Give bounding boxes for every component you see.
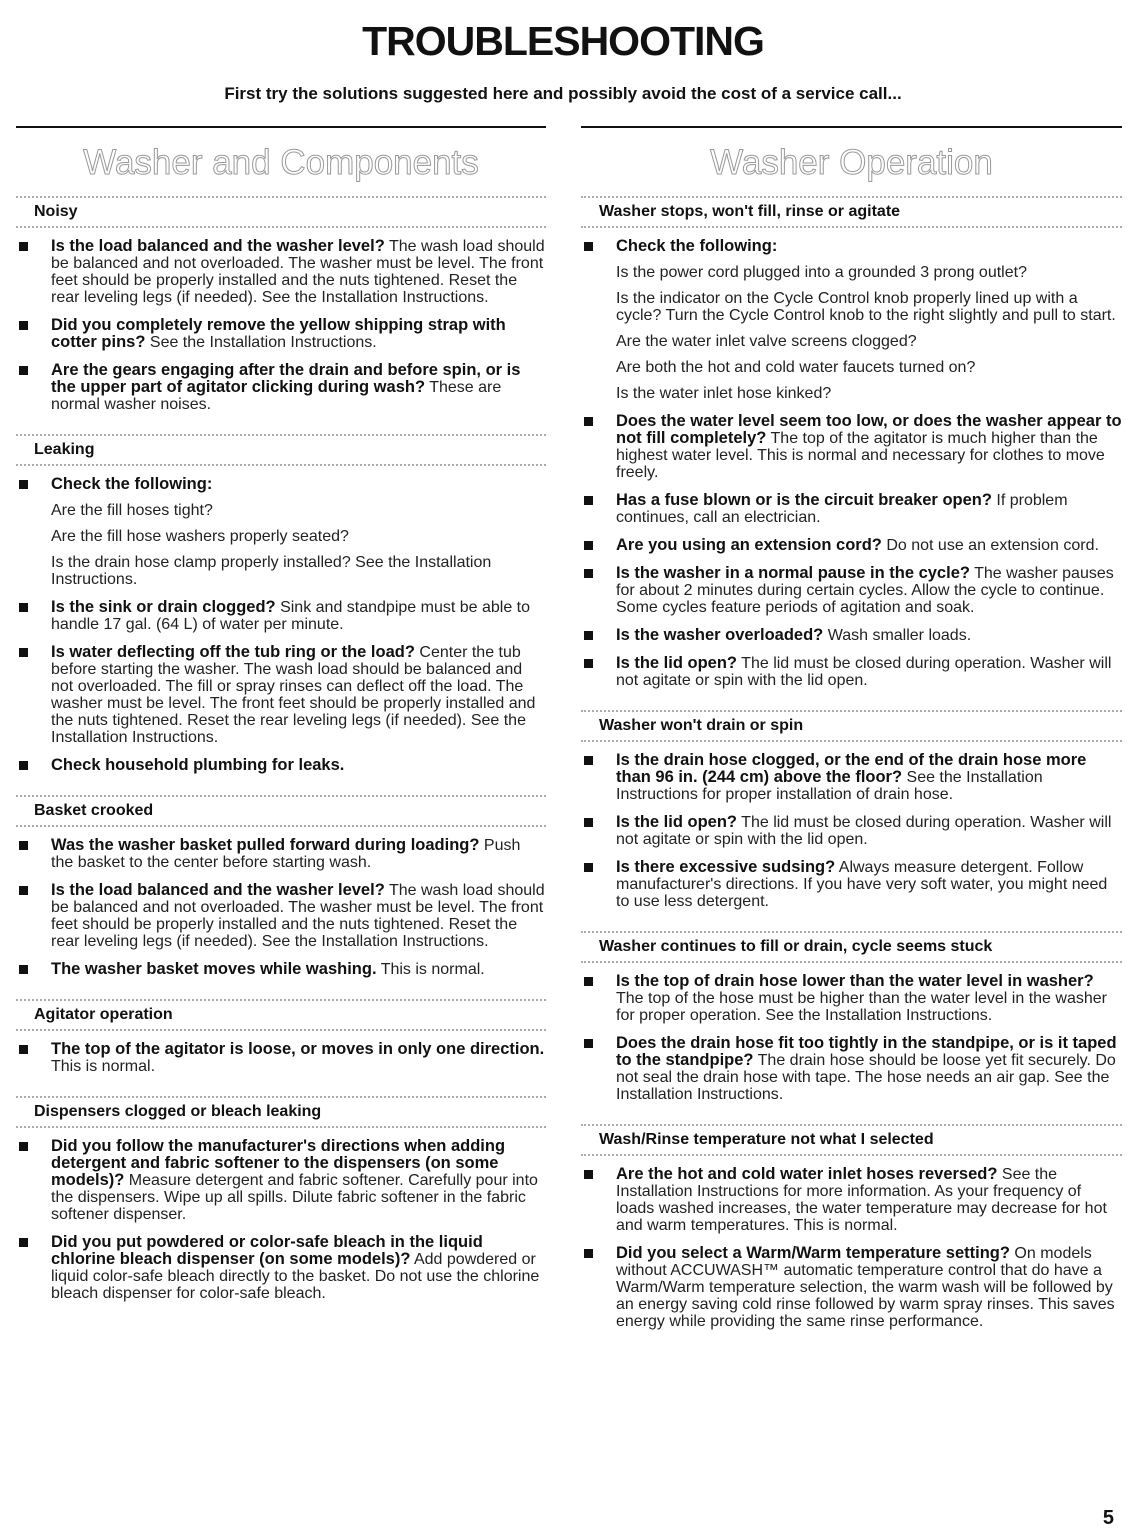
bullet-square-icon xyxy=(584,1039,593,1048)
solution-list xyxy=(16,228,546,430)
solution-item xyxy=(16,599,546,633)
solution-answer: The lid must be closed during operation. Washer will not agitate or spin with the lid open. xyxy=(616,814,1112,848)
solution-item xyxy=(16,1234,546,1302)
solution-answer: Sink and standpipe must be able to handle 17 gal. (64 L) of water per minute. xyxy=(51,599,531,633)
solution-question: Is there excessive sudsing? xyxy=(616,858,836,876)
solution-question: The top of the agitator is loose, or moves in only one direction. xyxy=(51,1040,545,1058)
solution-question: Check household plumbing for leaks. xyxy=(51,756,345,774)
solution-item xyxy=(16,317,546,351)
section-banner: Washer and Components xyxy=(83,143,479,182)
bullet-square-icon xyxy=(19,761,28,770)
solution-question: Does the water level seem too low, or does the washer appear to not fill completely? xyxy=(616,412,1122,447)
solution-item xyxy=(581,238,1122,402)
solution-list xyxy=(16,827,546,995)
solution-answer: Add powdered or liquid color-safe bleach directly to the basket. Do not use the chlorine bleach dispenser for color-safe bleach. xyxy=(51,1251,540,1302)
check-line: Are the fill hose washers properly seated? xyxy=(51,528,349,545)
bullet-square-icon xyxy=(584,818,593,827)
divider-rule xyxy=(581,126,1122,128)
problem-heading: Leaking xyxy=(16,434,546,466)
bullet-square-icon xyxy=(584,496,593,505)
solution-question: Are the gears engaging after the drain and before spin, or is the upper part of agitator clicking during wash? xyxy=(51,361,521,396)
bullet-square-icon xyxy=(584,756,593,765)
solution-item xyxy=(581,1035,1122,1103)
solution-list xyxy=(16,1031,546,1092)
problem-heading: Noisy xyxy=(16,196,546,228)
solution-answer: This is normal. xyxy=(380,961,485,978)
solution-question: Is the lid open? xyxy=(616,813,738,831)
solution-item xyxy=(581,973,1122,1024)
check-line: Is the drain hose clamp properly installed? See the Installation Instructions. xyxy=(51,554,492,588)
problem-heading: Washer continues to fill or drain, cycle seems stuck xyxy=(581,931,1122,963)
solution-item xyxy=(16,362,546,413)
solution-question: The washer basket moves while washing. xyxy=(51,960,377,978)
solution-answer: Always measure detergent. Follow manufacturer's directions. If you have very soft water, you might need to use less detergent. xyxy=(616,859,1108,910)
solution-question: Has a fuse blown or is the circuit breaker open? xyxy=(616,491,992,509)
solution-answer: These are normal washer noises. xyxy=(51,379,502,413)
bullet-square-icon xyxy=(584,977,593,986)
bullet-square-icon xyxy=(584,242,593,251)
bullet-square-icon xyxy=(19,965,28,974)
problem-heading: Washer stops, won't fill, rinse or agitate xyxy=(581,196,1122,228)
solution-question: Is the washer overloaded? xyxy=(616,626,824,644)
solution-answer: Center the tub before starting the washer. The wash load should be balanced and not overloaded. The fill or spray rinses can deflect off the load. The washer must be level. The front feet should be properly installed and the nuts tightened. Reset the rear leveling legs (if needed). See the Installation Instructions. xyxy=(51,644,536,746)
solution-answer: Push the basket to the center before starting wash. xyxy=(51,837,521,871)
bullet-square-icon xyxy=(19,1045,28,1054)
solution-question: Check the following: xyxy=(616,237,778,255)
solution-answer: Measure detergent and fabric softener. Carefully pour into the dispensers. Wipe up all spills. Dilute fabric softener in the fabric softener dispenser. xyxy=(51,1172,538,1223)
solution-question: Are the hot and cold water inlet hoses reversed? xyxy=(616,1165,998,1183)
solution-item xyxy=(16,961,546,978)
solution-question: Is the load balanced and the washer level? xyxy=(51,237,385,255)
bullet-square-icon xyxy=(584,541,593,550)
bullet-square-icon xyxy=(584,417,593,426)
solution-question: Is the sink or drain clogged? xyxy=(51,598,276,616)
solution-item xyxy=(581,814,1122,848)
solution-question: Is the drain hose clogged, or the end of the drain hose more than 96 in. (244 cm) above the floor? xyxy=(616,751,1087,786)
solution-answer: See the Installation Instructions for proper installation of drain hose. xyxy=(616,769,1043,803)
solution-list xyxy=(581,228,1122,706)
solution-item xyxy=(16,882,546,950)
solution-list xyxy=(581,742,1122,927)
solution-answer: See the Installation Instructions. xyxy=(149,334,377,351)
solution-question: Did you select a Warm/Warm temperature setting? xyxy=(616,1244,1010,1262)
solution-list xyxy=(581,963,1122,1120)
solution-question: Is the load balanced and the washer level? xyxy=(51,881,385,899)
solution-item xyxy=(16,837,546,871)
solution-answer: The drain hose should be loose yet fit securely. Do not seal the drain hose with tape. The hose needs an air gap. See the Installation Instructions. xyxy=(616,1052,1116,1103)
check-line: Are the water inlet valve screens clogged? xyxy=(616,333,917,350)
bullet-square-icon xyxy=(584,569,593,578)
bullet-square-icon xyxy=(19,480,28,489)
solution-item xyxy=(581,565,1122,616)
problem-heading: Basket crooked xyxy=(16,795,546,827)
solution-answer: On models without ACCUWASH™ automatic temperature control that do have a Warm/Warm temperature selection, the warm wash will be followed by an energy saving cold rinse followed by warm spray rinses. This saves energy while providing the same rinse performance. xyxy=(616,1245,1115,1330)
solution-answer: See the Installation Instructions for more information. As your frequency of loads washed increases, the water temperature may decrease for hot and warm temperatures. This is normal. xyxy=(616,1166,1107,1234)
bullet-square-icon xyxy=(19,841,28,850)
bullet-square-icon xyxy=(584,631,593,640)
page-title: TROUBLESHOOTING xyxy=(362,18,764,64)
solution-answer: Do not use an extension cord. xyxy=(886,537,1099,554)
solution-list xyxy=(16,466,546,791)
solution-question: Does the drain hose fit too tightly in the standpipe, or is it taped to the standpipe? xyxy=(616,1034,1117,1069)
solution-answer: The top of the hose must be higher than the water level in the washer for proper operation. See the Installation Instructions. xyxy=(616,990,1107,1024)
solution-answer: The wash load should be balanced and not overloaded. The washer must be level. The front feet should be properly installed and the nuts tightened. Reset the rear leveling legs (if needed). See the Installation Instructions. xyxy=(51,238,545,306)
solution-item xyxy=(16,644,546,746)
check-line: Are the fill hoses tight? xyxy=(51,502,213,519)
solution-item xyxy=(581,537,1122,554)
solution-question: Check the following: xyxy=(51,475,213,493)
solution-item xyxy=(16,1138,546,1223)
solution-answer: Wash smaller loads. xyxy=(827,627,972,644)
problem-heading: Dispensers clogged or bleach leaking xyxy=(16,1096,546,1128)
check-line: Is the indicator on the Cycle Control knob properly lined up with a cycle? Turn the Cycle Control knob to the right slightly and pull to start. xyxy=(616,290,1116,324)
bullet-square-icon xyxy=(584,863,593,872)
solution-item xyxy=(16,476,546,588)
bullet-square-icon xyxy=(19,1142,28,1151)
problem-heading: Washer won't drain or spin xyxy=(581,710,1122,742)
solution-item xyxy=(581,752,1122,803)
bullet-square-icon xyxy=(19,366,28,375)
solution-answer: The top of the agitator is much higher than the highest water level. This is normal and necessary for clothes to move freely. xyxy=(616,430,1105,481)
problem-heading: Agitator operation xyxy=(16,999,546,1031)
solution-item xyxy=(581,859,1122,910)
solution-item xyxy=(581,1245,1122,1330)
bullet-square-icon xyxy=(19,1238,28,1247)
page-subtitle: First try the solutions suggested here and possibly avoid the cost of a service call... xyxy=(224,84,902,103)
solution-answer: The wash load should be balanced and not overloaded. The washer must be level. The front feet should be properly installed and the nuts tightened. Reset the rear leveling legs (if needed). See the Installation Instructions. xyxy=(51,882,545,950)
check-line: Are both the hot and cold water faucets turned on? xyxy=(616,359,976,376)
bullet-square-icon xyxy=(19,603,28,612)
bullet-square-icon xyxy=(584,659,593,668)
bullet-square-icon xyxy=(19,242,28,251)
page-number: 5 xyxy=(1102,1507,1114,1529)
solution-item xyxy=(581,413,1122,481)
bullet-square-icon xyxy=(584,1249,593,1258)
problem-heading: Wash/Rinse temperature not what I selected xyxy=(581,1124,1122,1156)
solution-list xyxy=(16,1128,546,1319)
column-washer-components xyxy=(16,126,546,1319)
divider-rule xyxy=(16,126,546,128)
solution-answer: This is normal. xyxy=(51,1058,156,1075)
solution-question: Did you completely remove the yellow shipping strap with cotter pins? xyxy=(51,316,506,351)
solution-item xyxy=(581,492,1122,526)
solution-item xyxy=(16,238,546,306)
solution-question: Is the washer in a normal pause in the cycle? xyxy=(616,564,970,582)
solution-question: Is the top of drain hose lower than the water level in washer? xyxy=(616,972,1094,990)
solution-item xyxy=(581,627,1122,644)
check-line: Is the power cord plugged into a grounded 3 prong outlet? xyxy=(616,264,1027,281)
solution-answer: If problem continues, call an electrician. xyxy=(616,492,1068,526)
bullet-square-icon xyxy=(19,648,28,657)
solution-item xyxy=(16,757,546,774)
solution-question: Did you follow the manufacturer's directions when adding detergent and fabric softener to the dispensers (on some models)? xyxy=(51,1137,506,1189)
section-banner: Washer Operation xyxy=(710,143,993,182)
column-washer-operation xyxy=(581,126,1122,1347)
solution-answer: The lid must be closed during operation. Washer will not agitate or spin with the lid open. xyxy=(616,655,1112,689)
bullet-square-icon xyxy=(19,886,28,895)
solution-question: Did you put powdered or color-safe bleach in the liquid chlorine bleach dispenser (on some models)? xyxy=(51,1233,483,1268)
solution-question: Is the lid open? xyxy=(616,654,738,672)
solution-question: Are you using an extension cord? xyxy=(616,536,882,554)
solution-answer: The washer pauses for about 2 minutes during certain cycles. Allow the cycle to continue. Some cycles feature periods of agitation and soak. xyxy=(616,565,1114,616)
bullet-square-icon xyxy=(19,321,28,330)
solution-item xyxy=(581,655,1122,689)
solution-question: Was the washer basket pulled forward during loading? xyxy=(51,836,480,854)
bullet-square-icon xyxy=(584,1170,593,1179)
check-line: Is the water inlet hose kinked? xyxy=(616,385,832,402)
solution-item xyxy=(581,1166,1122,1234)
solution-question: Is water deflecting off the tub ring or the load? xyxy=(51,643,415,661)
solution-list xyxy=(581,1156,1122,1347)
solution-item xyxy=(16,1041,546,1075)
